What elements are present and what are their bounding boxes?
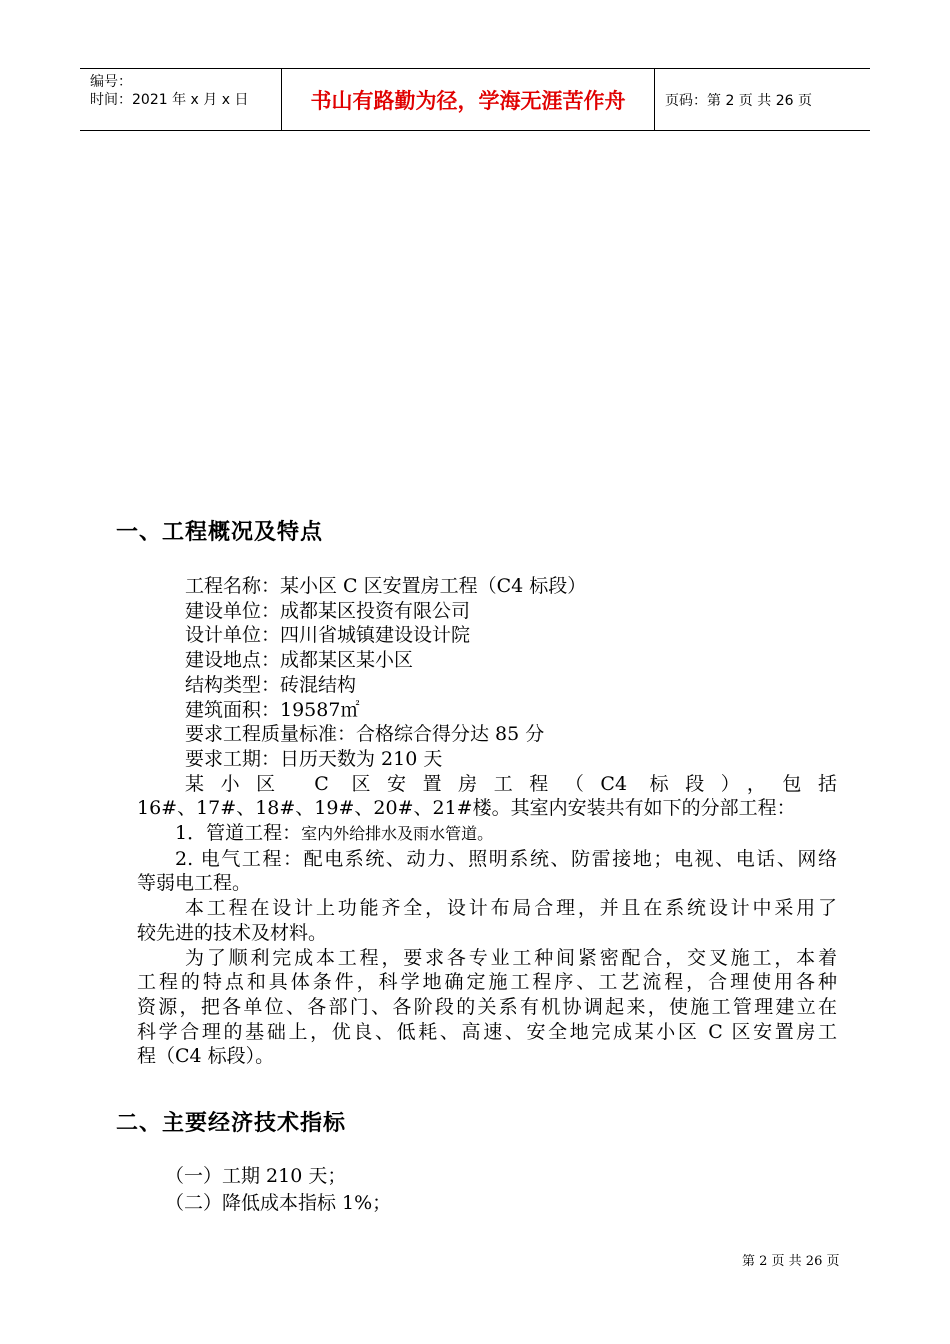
item1-prefix: 1．管道工程：	[175, 822, 302, 845]
para2-line-4: 科学合理的基础上，优良、低耗、高速、安全地完成某小区 C 区安置房工	[137, 1020, 837, 1043]
section2-body	[137, 1163, 837, 1217]
structure-line: 结构类型：砖混结构	[185, 673, 357, 696]
section1-title: 一、工程概况及特点	[116, 520, 324, 545]
builder-line: 建设单位：成都某区投资有限公司	[185, 599, 471, 622]
header-page-number: 页码：第 2 页 共 26 页	[665, 92, 812, 109]
indicator-item: （二）降低成本指标 1%；	[165, 1192, 392, 1214]
header-motto: 书山有路勤为径，学海无涯苦作舟	[282, 69, 655, 130]
para1-line-2: 较先进的技术及材料。	[137, 921, 328, 944]
item1-text: 室内外给排水及雨水管道。	[301, 824, 494, 844]
para2-line-1: 为了顺利完成本工程，要求各专业工种间紧密配合，交叉施工，本着	[185, 946, 837, 969]
para1-line-1: 本工程在设计上功能齐全，设计布局合理，并且在系统设计中采用了	[185, 897, 837, 920]
duration-line: 要求工期：日历天数为 210 天	[185, 747, 443, 770]
project-name-line: 工程名称：某小区 C 区安置房工程（C4 标段）	[185, 575, 587, 597]
header-meta-cell	[80, 69, 282, 130]
section2-title: 二、主要经济技术指标	[116, 1111, 347, 1136]
page-header	[80, 68, 870, 131]
page-footer: 第 2 页 共 26 页	[742, 1254, 840, 1269]
item2-line-1: 2. 电气工程：配电系统、动力、照明系统、防雷接地；电视、电话、网络	[175, 847, 837, 870]
item2-line-2: 等弱电工程。	[137, 872, 252, 895]
section1-body	[137, 574, 837, 1069]
area-line: 建筑面积：19587㎡	[185, 698, 360, 721]
item1-line	[137, 821, 837, 847]
para2-line-2: 工程的特点和具体条件，科学地确定施工程序、工艺流程，合理使用各种	[137, 971, 837, 994]
scope-line-1: 某小区 C 区安置房工程（C4 标段），包括	[185, 772, 837, 795]
scope-line-2: 16#、17#、18#、19#、20#、21#楼。其室内安装共有如下的分部工程：	[137, 797, 796, 820]
quality-line: 要求工程质量标准：合格综合得分达 85 分	[185, 723, 545, 746]
designer-line: 设计单位：四川省城镇建设设计院	[185, 624, 471, 647]
time-label: 时间：2021 年 x 月 x 日	[90, 92, 249, 108]
para2-line-5: 程（C4 标段）。	[137, 1045, 275, 1068]
indicator-item: （一）工期 210 天；	[165, 1165, 347, 1187]
number-label: 编号：	[90, 74, 132, 90]
para2-line-3: 资源，把各单位、各部门、各阶段的关系有机协调起来，使施工管理建立在	[137, 995, 837, 1018]
location-line: 建设地点：成都某区某小区	[185, 649, 414, 672]
